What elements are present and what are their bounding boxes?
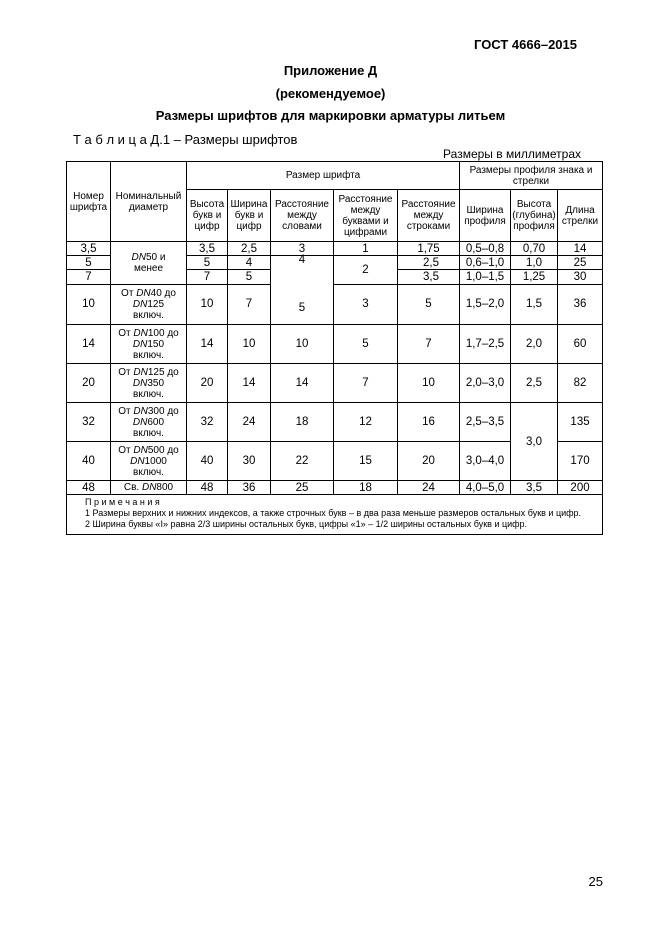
cell-profile-depth: 2,0 [511, 325, 558, 364]
appendix-title: Приложение Д [283, 63, 378, 78]
cell-font-number: 48 [67, 481, 111, 495]
cell-profile-depth: 1,5 [511, 284, 558, 324]
cell-profile-width: 4,0–5,0 [460, 481, 511, 495]
cell-height: 10 [187, 284, 228, 324]
cell-line-spacing: 20 [398, 442, 460, 481]
cell-font-number: 7 [67, 270, 111, 284]
cell-font-number: 10 [67, 284, 111, 324]
cell-char-spacing: 2 [334, 256, 398, 285]
table-row [67, 364, 603, 403]
notes-row [67, 495, 603, 535]
cell-char-spacing: 3 [334, 284, 398, 324]
nominal-from: 40 до [150, 287, 176, 299]
note-2: 2 Ширина буквы «I» равна 2/3 ширины остальных букв, цифры «1» – 1/2 ширины остальных букв и цифр. [85, 519, 528, 529]
nominal-from: 800 [156, 482, 174, 493]
table-notes [67, 495, 603, 535]
cell-line-spacing: 10 [398, 364, 460, 403]
cell-line-spacing: 3,5 [398, 270, 460, 284]
cell-profile-width: 1,0–1,5 [460, 270, 511, 284]
cell-font-number: 20 [67, 364, 111, 403]
header-profile-depth: Высота (глубина) профиля [511, 190, 558, 242]
table-units-note: Размеры в миллиметрах [443, 147, 581, 161]
dn-label: DN [141, 482, 157, 493]
cell-profile-depth: 0,70 [511, 242, 558, 256]
nominal-suffix: менее [133, 262, 164, 274]
nominal-suffix: включ. [133, 466, 164, 478]
dn-label: DN [133, 444, 148, 456]
cell-word-spacing: 18 [271, 403, 334, 442]
dn-label: DN [133, 405, 148, 417]
header-word-spacing: Расстояние между словами [271, 190, 334, 242]
dn-label: DN [132, 377, 148, 389]
cell-arrow-length: 170 [558, 442, 603, 481]
cell-profile-width: 0,5–0,8 [460, 242, 511, 256]
cell-height: 3,5 [187, 242, 228, 256]
nominal-prefix: От [118, 444, 134, 456]
cell-width: 30 [228, 442, 271, 481]
nominal-to: 125 [147, 298, 165, 310]
cell-height: 32 [187, 403, 228, 442]
nominal-from: 300 до [147, 405, 179, 417]
cell-arrow-length: 14 [558, 242, 603, 256]
cell-profile-depth: 3,5 [511, 481, 558, 495]
nominal-suffix: включ. [133, 349, 164, 361]
cell-word-spacing: 22 [271, 442, 334, 481]
cell-height: 14 [187, 325, 228, 364]
header-nominal-diameter: Номинальный диаметр [111, 162, 187, 242]
header-char-spacing: Расстояние между буквами и цифрами [334, 190, 398, 242]
table-caption: Т а б л и ц а Д.1 – Размеры шрифтов [73, 132, 298, 147]
nominal-to: 600 [147, 416, 165, 428]
cell-font-number: 3,5 [67, 242, 111, 256]
cell-line-spacing: 2,5 [398, 256, 460, 270]
cell-arrow-length: 25 [558, 256, 603, 270]
cell-word-spacing: 3 [271, 242, 334, 256]
cell-char-spacing: 12 [334, 403, 398, 442]
dn-label: DN [133, 366, 148, 378]
header-width: Ширина букв и цифр [228, 190, 271, 242]
nominal-suffix: включ. [133, 309, 164, 321]
dn-label: DN [131, 251, 146, 263]
nominal-value: 50 и [145, 251, 166, 263]
nominal-suffix: включ. [133, 427, 164, 439]
cell-nominal-diameter [111, 364, 187, 403]
font-sizes-table [66, 161, 603, 535]
nominal-from: 100 до [147, 327, 179, 339]
appendix-heading: Размеры шрифтов для маркировки арматуры литьем [155, 108, 506, 123]
header-height: Высота букв и цифр [187, 190, 228, 242]
notes-title: П р и м е ч а н и я [85, 497, 160, 507]
cell-char-spacing: 7 [334, 364, 398, 403]
cell-height: 7 [187, 270, 228, 284]
header-row [67, 162, 603, 190]
nominal-from: 125 до [147, 366, 179, 378]
cell-nominal-diameter [111, 442, 187, 481]
cell-height: 5 [187, 256, 228, 270]
cell-width: 24 [228, 403, 271, 442]
nominal-to: 150 [147, 338, 165, 350]
cell-font-number: 14 [67, 325, 111, 364]
cell-font-number: 5 [67, 256, 111, 270]
cell-arrow-length: 82 [558, 364, 603, 403]
cell-line-spacing: 5 [398, 284, 460, 324]
cell-profile-width: 2,0–3,0 [460, 364, 511, 403]
cell-nominal-diameter [111, 242, 187, 285]
cell-word-spacing: 25 [271, 481, 334, 495]
cell-line-spacing: 1,75 [398, 242, 460, 256]
table-row [67, 481, 603, 495]
cell-profile-width: 1,5–2,0 [460, 284, 511, 324]
cell-profile-width: 1,7–2,5 [460, 325, 511, 364]
word-spacing-10: 5 [298, 302, 306, 314]
cell-word-spacing: 14 [271, 364, 334, 403]
cell-line-spacing: 16 [398, 403, 460, 442]
cell-arrow-length: 200 [558, 481, 603, 495]
cell-width: 2,5 [228, 242, 271, 256]
nominal-prefix: От [118, 366, 134, 378]
cell-width: 5 [228, 270, 271, 284]
nominal-to: 1000 [144, 455, 167, 467]
cell-arrow-length: 135 [558, 403, 603, 442]
cell-height: 48 [187, 481, 228, 495]
cell-profile-depth: 1,0 [511, 256, 558, 270]
appendix-status: (рекомендуемое) [275, 86, 386, 101]
cell-char-spacing: 15 [334, 442, 398, 481]
cell-char-spacing: 18 [334, 481, 398, 495]
cell-height: 40 [187, 442, 228, 481]
dn-label: DN [132, 416, 148, 428]
cell-width: 10 [228, 325, 271, 364]
cell-width: 14 [228, 364, 271, 403]
header-profile-group: Размеры профиля знака и стрелки [460, 162, 603, 190]
nominal-from: 500 до [147, 444, 179, 456]
nominal-prefix: От [121, 287, 137, 299]
header-arrow-length: Длина стрелки [558, 190, 603, 242]
cell-word-spacing [271, 256, 334, 325]
cell-nominal-diameter [111, 284, 187, 324]
dn-label: DN [133, 327, 148, 339]
header-font-size-group: Размер шрифта [187, 162, 460, 190]
note-1: 1 Размеры верхних и нижних индексов, а также строчных букв – в два раза меньше размеров остальных букв и цифр. [85, 508, 582, 518]
page-number: 25 [588, 874, 603, 889]
table-row [67, 325, 603, 364]
cell-profile-width: 3,0–4,0 [460, 442, 511, 481]
cell-line-spacing: 24 [398, 481, 460, 495]
cell-profile-width: 0,6–1,0 [460, 256, 511, 270]
table-row [67, 403, 603, 442]
cell-profile-depth: 1,25 [511, 270, 558, 284]
cell-nominal-diameter [111, 325, 187, 364]
cell-char-spacing: 5 [334, 325, 398, 364]
header-line-spacing: Расстояние между строками [398, 190, 460, 242]
nominal-prefix: От [118, 327, 134, 339]
merged-word-spacing-5-7: 4 [298, 254, 306, 266]
header-font-number: Номер шрифта [67, 162, 111, 242]
cell-nominal-diameter [111, 481, 187, 495]
cell-width: 4 [228, 256, 271, 270]
header-profile-width: Ширина профиля [460, 190, 511, 242]
nominal-suffix: включ. [133, 388, 164, 400]
nominal-prefix: Св. [123, 482, 142, 493]
dn-label: DN [130, 455, 145, 467]
nominal-to: 350 [147, 377, 165, 389]
document-standard-number: ГОСТ 4666–2015 [474, 37, 577, 52]
dn-label: DN [132, 298, 148, 310]
cell-arrow-length: 60 [558, 325, 603, 364]
cell-arrow-length: 30 [558, 270, 603, 284]
cell-width: 7 [228, 284, 271, 324]
cell-arrow-length: 36 [558, 284, 603, 324]
nominal-prefix: От [118, 405, 134, 417]
cell-profile-depth: 3,0 [511, 403, 558, 481]
cell-line-spacing: 7 [398, 325, 460, 364]
cell-height: 20 [187, 364, 228, 403]
table-row [67, 242, 603, 256]
cell-font-number: 40 [67, 442, 111, 481]
cell-char-spacing: 1 [334, 242, 398, 256]
cell-word-spacing: 10 [271, 325, 334, 364]
cell-width: 36 [228, 481, 271, 495]
cell-font-number: 32 [67, 403, 111, 442]
cell-profile-width: 2,5–3,5 [460, 403, 511, 442]
table-row [67, 284, 603, 324]
cell-nominal-diameter [111, 403, 187, 442]
dn-label: DN [136, 287, 151, 299]
cell-profile-depth: 2,5 [511, 364, 558, 403]
dn-label: DN [132, 338, 148, 350]
